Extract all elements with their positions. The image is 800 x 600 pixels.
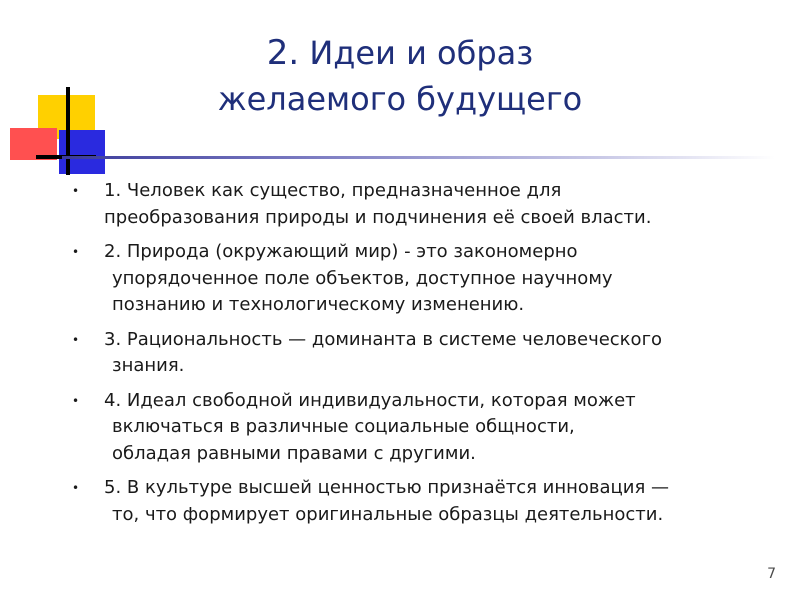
logo-vertical-line bbox=[66, 87, 70, 175]
item-line: 2. Природа (окружающий мир) - это закономерно bbox=[104, 241, 578, 262]
item-line: обладая равными правами с другими. bbox=[112, 442, 476, 464]
bullet-dot-icon: • bbox=[72, 245, 80, 259]
title-divider bbox=[62, 156, 775, 159]
list-item bbox=[70, 388, 780, 468]
item-line: упорядоченное поле объектов, доступное научному bbox=[112, 267, 613, 289]
bullet-dot-icon: • bbox=[72, 481, 80, 495]
title-line-2: желаемого будущего bbox=[217, 80, 583, 118]
bullet-dot-icon: • bbox=[72, 393, 80, 408]
item-line: то, что формирует оригинальные образцы деятельности. bbox=[112, 503, 664, 525]
list-item bbox=[70, 178, 780, 231]
slide-title bbox=[200, 30, 600, 122]
item-line: 1. Человек как существо, предназначенное для bbox=[104, 180, 562, 201]
list-item bbox=[70, 239, 780, 319]
item-line: включаться в различные социальные общности, bbox=[112, 416, 575, 437]
list-item bbox=[70, 327, 780, 380]
item-line: 4. Идеал свободной индивидуальности, которая может bbox=[104, 389, 636, 411]
bullet-dot-icon: • bbox=[72, 332, 80, 347]
decorative-logo bbox=[0, 0, 120, 180]
item-line: преобразования природы и подчинения её своей власти. bbox=[104, 206, 652, 228]
item-line: 3. Рациональность — доминанта в системе человеческого bbox=[104, 328, 663, 350]
bullet-dot-icon: • bbox=[72, 184, 80, 198]
title-number: 2. bbox=[266, 33, 300, 73]
page-number: 7 bbox=[767, 566, 776, 582]
item-line: знания. bbox=[112, 355, 185, 376]
title-line-1: Идеи и образ bbox=[309, 34, 534, 72]
bullet-list bbox=[70, 178, 780, 536]
item-line: познанию и технологическому изменению. bbox=[112, 294, 525, 315]
list-item bbox=[70, 475, 780, 528]
item-line: 5. В культуре высшей ценностью признаётся инновация — bbox=[104, 477, 670, 498]
